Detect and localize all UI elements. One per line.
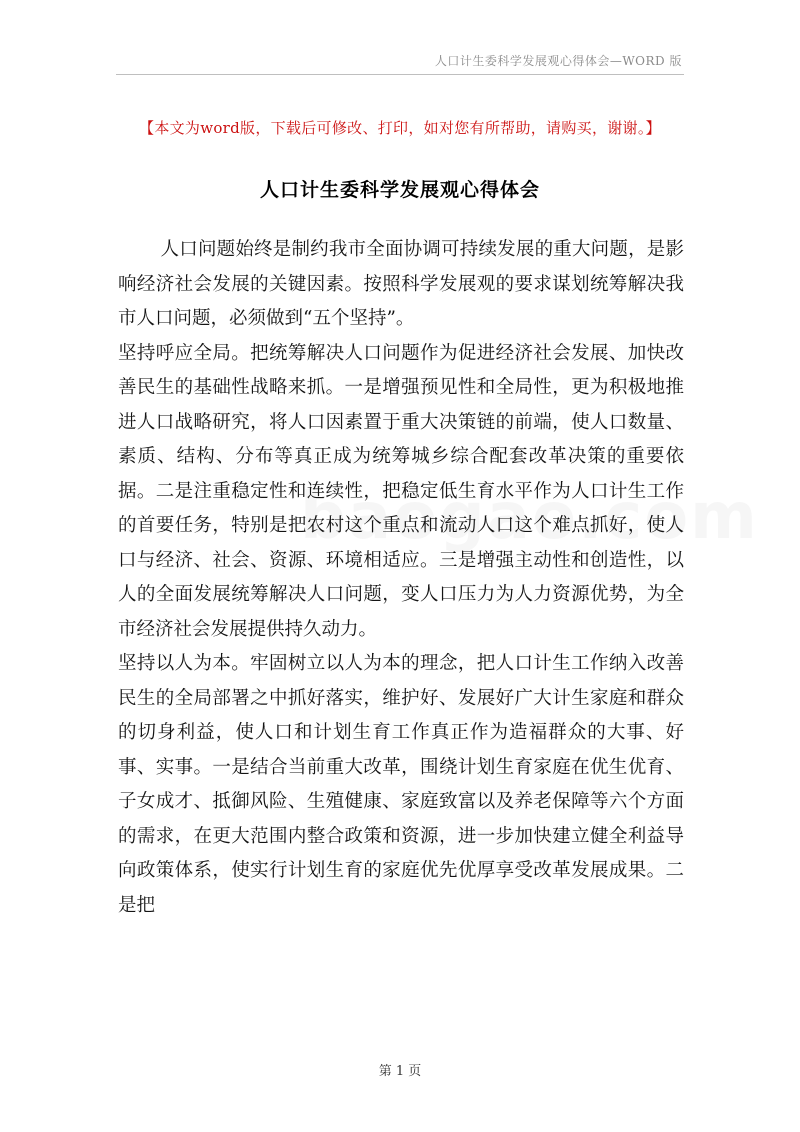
paragraph-intro: 人口问题始终是制约我市全面协调可持续发展的重大问题，是影响经济社会发展的关键因素。按照科学发展观的要求谋划统筹解决我市人口问题，必须做到“五个坚持”。 (118, 239, 684, 329)
document-body (118, 233, 684, 923)
paragraph-overall: 坚持呼应全局。把统筹解决人口问题作为促进经济社会发展、加快改善民生的基础性战略来抓。一是增强预见性和全局性，更为积极地推进人口战略研究，将人口因素置于重大决策链的前端，使人口数量、素质、结构、分布等真正成为统筹城乡综合配套改革决策的重要依据。二是注重稳定性和连续性，把稳定低生育水平作为人口计生工作的首要任务，特别是把农村这个重点和流动人口这个难点抓好，使人口与经济、社会、资源、环境相适应。三是增强主动性和创造性，以人的全面发展统筹解决人口问题，变人口压力为人力资源优势，为全市经济社会发展提供持久动力。 (118, 342, 684, 640)
document-title: 人口计生委科学发展观心得体会 (259, 179, 540, 201)
download-notice: 【本文为word版，下载后可修改、打印，如对您有所帮助，请购买，谢谢。】 (139, 119, 661, 137)
page-number: 第 1 页 (378, 1064, 422, 1079)
paragraph-people-first: 坚持以人为本。牢固树立以人为本的理念，把人口计生工作纳入改善民生的全局部署之中抓好落实，维护好、发展好广大计生家庭和群众的切身利益，使人口和计划生育工作真正作为造福群众的大事、好事、实事。一是结合当前重大改革，围绕计划生育家庭在优生优育、子女成才、抵御风险、生殖健康、家庭致富以及养老保障等六个方面的需求，在更大范围内整合政策和资源，进一步加快建立健全利益导向政策体系，使实行计划生育的家庭优先优厚享受改革发展成果。二是把 (118, 653, 684, 916)
header-divider (116, 74, 684, 75)
running-header: 人口计生委科学发展观心得体会—WORD 版 (434, 54, 682, 68)
